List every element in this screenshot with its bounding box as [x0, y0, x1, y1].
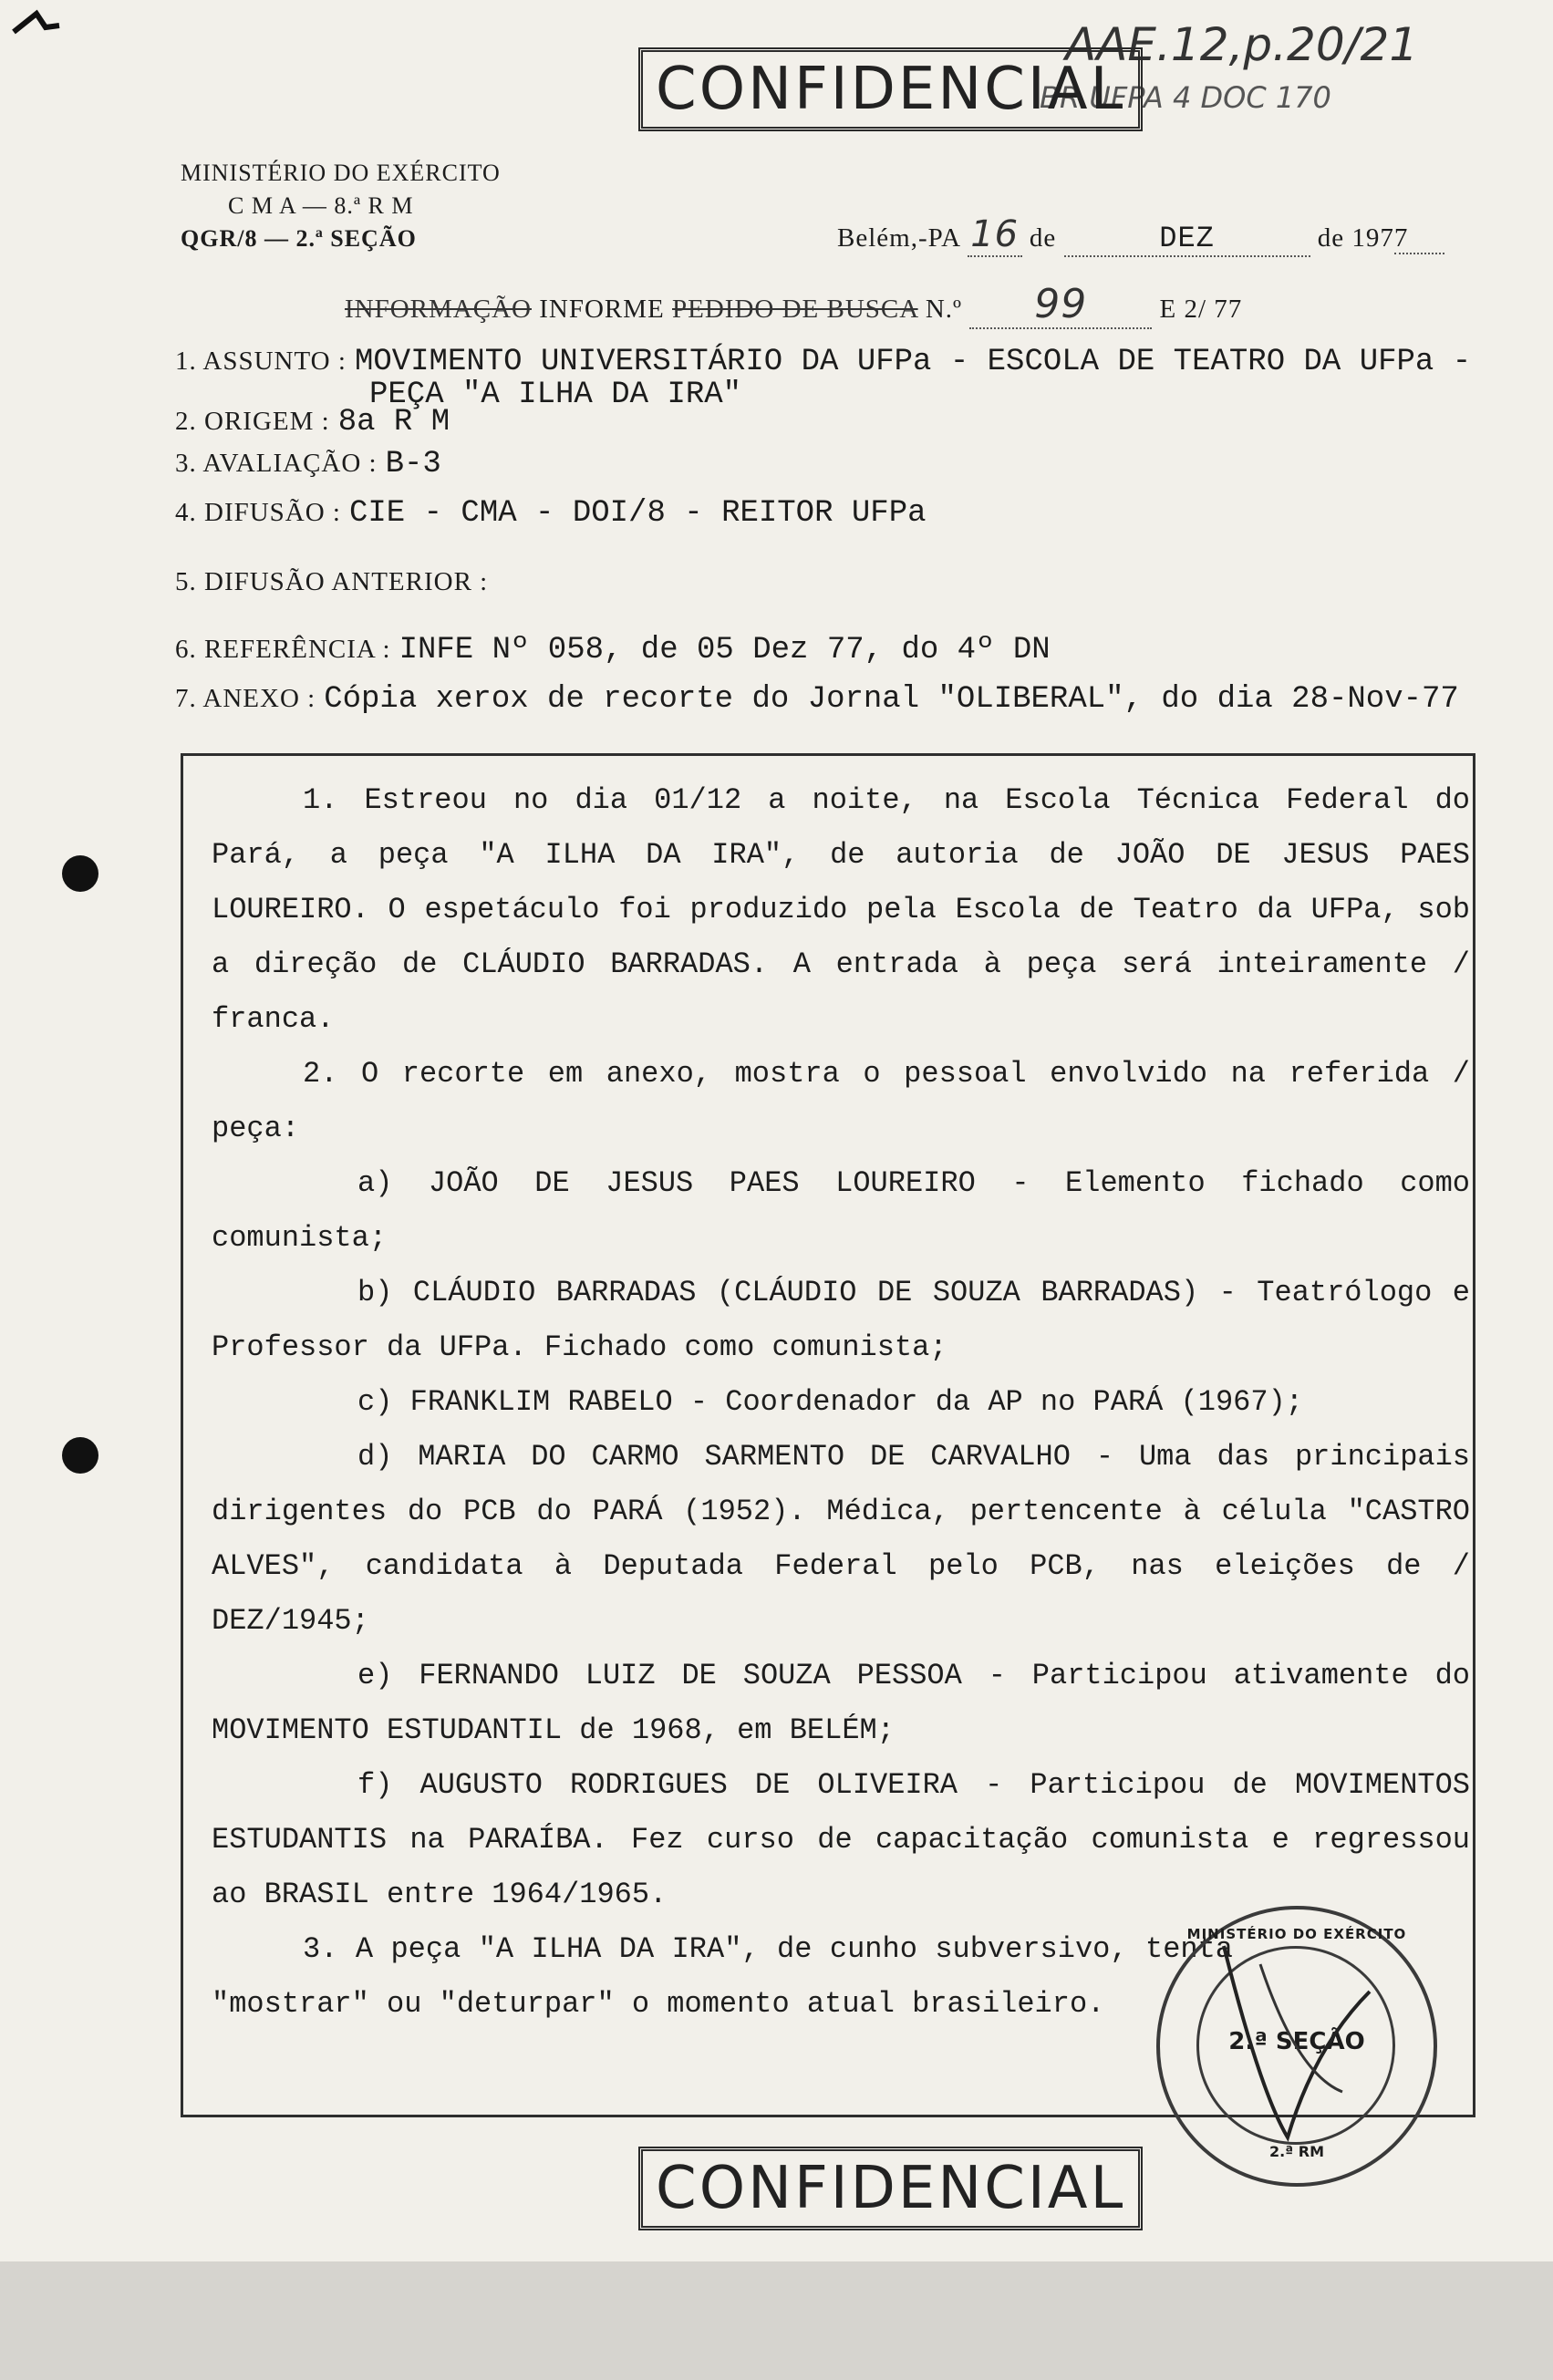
field-avaliacao: [175, 441, 441, 481]
date-day: 16: [968, 213, 1022, 257]
informe-number: 99: [969, 281, 1152, 329]
seal-top-text: MINISTÉRIO DO EXÉRCITO: [1186, 1926, 1407, 1942]
field-value: MOVIMENTO UNIVERSITÁRIO DA UFPa - ESCOLA DE TEATRO DA UFPa -: [354, 345, 1472, 379]
field-origem: [175, 399, 450, 440]
field-label: 7. ANEXO :: [175, 684, 316, 713]
field-anexo: [175, 677, 1459, 717]
date-year-end: 7: [1394, 223, 1445, 254]
ministry-line2: C M A — 8.ª R M: [228, 192, 414, 219]
item-d: d) MARIA DO CARMO SARMENTO DE CARVALHO - Uma das principais dirigentes do PCB do PARÁ (1952). Médica, pertencente à célula "CASTRO ALVES", candidata à Deputada Federal pelo PCB, nas eleições de / DEZ/1945;: [212, 1440, 1470, 1638]
informe-num-label: N.º: [925, 295, 963, 324]
paragraph-3: 3. A peça "A ILHA DA IRA", de cunho subversivo, tenta "mostrar" ou "deturpar" o momento atual brasileiro.: [212, 1932, 1233, 2021]
field-value: PEÇA "A ILHA DA IRA": [369, 378, 742, 412]
official-seal: [1156, 1906, 1437, 2187]
date-de2: de 197: [1317, 223, 1394, 253]
field-label: 3. AVALIAÇÃO :: [175, 449, 378, 478]
informe-suffix: E 2/ 77: [1159, 295, 1243, 324]
field-value: B-3: [385, 447, 441, 481]
seal-center-text: 2.ª SEÇÃO: [1228, 2028, 1365, 2055]
handwritten-reference: AAE.12,p.20/21: [1065, 18, 1419, 71]
field-label: 4. DIFUSÃO :: [175, 498, 341, 527]
field-value: CIE - CMA - DOI/8 - REITOR UFPa: [349, 496, 927, 531]
item-c: c) FRANKLIM RABELO - Coordenador da AP no PARÁ (1967);: [357, 1385, 1303, 1419]
scan-bottom-edge: [0, 2261, 1553, 2380]
paragraph-1: 1. Estreou no dia 01/12 a noite, na Escola Técnica Federal do Pará, a peça "A ILHA DA IRA", de autoria de JOÃO DE JESUS PAES LOUREIRO. O espetáculo foi produzido pela Escola de Teatro da UFPa, sob a direção de CLÁUDIO BARRADAS. A entrada à peça será inteiramente / franca.: [212, 783, 1470, 1036]
corner-mark: [9, 9, 91, 36]
informe-struck-2: PEDIDO DE BUSCA: [672, 295, 918, 324]
field-label: 1. ASSUNTO :: [175, 347, 347, 376]
field-value: INFE Nº 058, de 05 Dez 77, do 4º DN: [399, 633, 1051, 667]
informe-label: INFORME: [539, 295, 665, 324]
ministry-header: [181, 157, 501, 255]
field-value: Cópia xerox de recorte do Jornal "OLIBERAL", do dia 28-Nov-77: [324, 682, 1459, 717]
informe-line: [345, 281, 1242, 329]
field-difusao-anterior: [175, 560, 488, 600]
field-referencia: [175, 627, 1051, 667]
date-place: Belém,-PA: [837, 223, 960, 253]
field-label: 2. ORIGEM :: [175, 407, 330, 436]
document-body: [212, 773, 1470, 2032]
paragraph-2: 2. O recorte em anexo, mostra o pessoal envolvido na referida / peça:: [212, 1057, 1470, 1145]
seal-bottom-text: 2.ª RM: [1268, 2143, 1325, 2160]
punch-hole-upper: [62, 855, 98, 892]
confidential-stamp-top: CONFIDENCIAL: [638, 47, 1143, 131]
field-label: 6. REFERÊNCIA :: [175, 635, 391, 664]
item-f: f) AUGUSTO RODRIGUES DE OLIVEIRA - Participou de MOVIMENTOS ESTUDANTIS na PARAÍBA. Fez curso de capacitação comunista e regressou ao BRASIL entre 1964/1965.: [212, 1768, 1470, 1911]
ministry-line1: MINISTÉRIO DO EXÉRCITO: [181, 160, 501, 186]
item-a: a) JOÃO DE JESUS PAES LOUREIRO - Elemento fichado como comunista;: [212, 1166, 1470, 1255]
field-value: 8a R M: [337, 405, 450, 440]
date-de1: de: [1029, 223, 1057, 253]
item-b: b) CLÁUDIO BARRADAS (CLÁUDIO DE SOUZA BARRADAS) - Teatrólogo e Professor da UFPa. Fichado como comunista;: [212, 1276, 1470, 1364]
item-e: e) FERNANDO LUIZ DE SOUZA PESSOA - Participou ativamente do MOVIMENTO ESTUDANTIL de 1968, em BELÉM;: [212, 1659, 1470, 1747]
date-month: DEZ: [1064, 222, 1310, 257]
field-label: 5. DIFUSÃO ANTERIOR :: [175, 567, 489, 596]
confidential-stamp-bottom: CONFIDENCIAL: [638, 2147, 1143, 2230]
informe-struck-1: INFORMAÇÃO: [345, 295, 532, 324]
ministry-line3: QGR/8 — 2.ª SEÇÃO: [181, 225, 417, 252]
signature-mark: [1160, 1909, 1434, 2183]
date-line: [837, 213, 1444, 257]
punch-hole-lower: [62, 1437, 98, 1474]
handwritten-archive-code: BR UFPA 4 DOC 170: [1040, 80, 1331, 115]
field-difusao: [175, 491, 927, 531]
